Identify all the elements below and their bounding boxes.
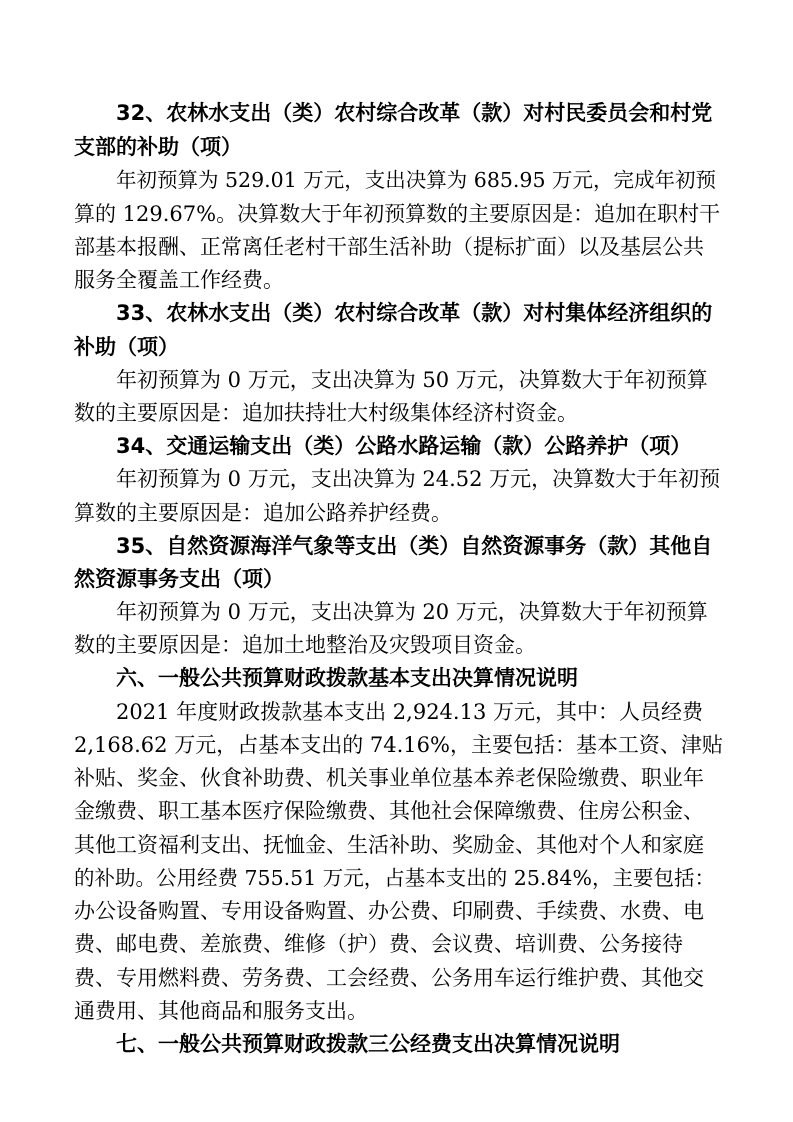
section-7-heading: 七、一般公共预算财政拨款三公经费支出决算情况说明 xyxy=(116,1032,620,1056)
section-35-body-line-2: 数的主要原因是：追加土地整治及灾毁项目资金。 xyxy=(74,633,536,657)
section-6-body-line-9: 费、专用燃料费、劳务费、工会经费、公务用车运行维护费、其他交 xyxy=(74,966,704,990)
section-6-body-line-2: 2,168.62 万元，占基本支出的 74.16%，主要包括：基本工资、津贴 xyxy=(74,733,723,757)
section-6-body-line-10: 通费用、其他商品和服务支出。 xyxy=(74,999,368,1023)
section-34-body-line-2: 算数的主要原因是：追加公路养护经费。 xyxy=(74,501,452,525)
section-6-body-line-7: 办公设备购置、专用设备购置、办公费、印刷费、手续费、水费、电 xyxy=(74,899,704,923)
section-32-body-line-3: 部基本报酬、正常离任老村干部生活补助（提标扩面）以及基层公共 xyxy=(74,235,704,259)
section-32-body-line-2: 算的 129.67%。决算数大于年初预算数的主要原因是：追加在职村干 xyxy=(74,202,721,226)
section-35-heading-line-1: 35、自然资源海洋气象等支出（类）自然资源事务（款）其他自 xyxy=(116,534,713,558)
section-32-heading-line-2: 支部的补助（项） xyxy=(74,135,242,159)
section-6-heading: 六、一般公共预算财政拨款基本支出决算情况说明 xyxy=(116,666,578,690)
section-34-body-line-1: 年初预算为 0 万元，支出决算为 24.52 万元，决算数大于年初预 xyxy=(116,467,721,491)
section-35-body-line-1: 年初预算为 0 万元，支出决算为 20 万元，决算数大于年初预算 xyxy=(116,600,708,624)
section-6-body-line-8: 费、邮电费、差旅费、维修（护）费、会议费、培训费、公务接待 xyxy=(74,932,683,956)
section-35-heading-line-2: 然资源事务支出（项） xyxy=(74,567,284,591)
section-32-heading-line-1: 32、农林水支出（类）农村综合改革（款）对村民委员会和村党 xyxy=(116,101,713,125)
section-34-heading: 34、交通运输支出（类）公路水路运输（款）公路养护（项） xyxy=(116,434,692,458)
section-33-heading-line-1: 33、农林水支出（类）农村综合改革（款）对村集体经济组织的 xyxy=(116,301,713,325)
section-33-body-line-1: 年初预算为 0 万元，支出决算为 50 万元，决算数大于年初预算 xyxy=(116,368,708,392)
section-32-body-line-1: 年初预算为 529.01 万元，支出决算为 685.95 万元，完成年初预 xyxy=(116,168,717,192)
section-6-body-line-6: 的补助。公用经费 755.51 万元，占基本支出的 25.84%，主要包括： xyxy=(74,866,715,890)
section-33-body-line-2: 数的主要原因是：追加扶持壮大村级集体经济村资金。 xyxy=(74,401,578,425)
section-6-body-line-3: 补贴、奖金、伙食补助费、机关事业单位基本养老保险缴费、职业年 xyxy=(74,766,704,790)
section-6-body-line-5: 其他工资福利支出、抚恤金、生活补助、奖励金、其他对个人和家庭 xyxy=(74,833,704,857)
section-6-body-line-4: 金缴费、职工基本医疗保险缴费、其他社会保障缴费、住房公积金、 xyxy=(74,799,704,823)
section-33-heading-line-2: 补助（项） xyxy=(74,335,179,359)
section-32-body-line-4: 服务全覆盖工作经费。 xyxy=(74,268,284,292)
section-6-body-line-1: 2021 年度财政拨款基本支出 2,924.13 万元，其中：人员经费 xyxy=(116,700,703,724)
